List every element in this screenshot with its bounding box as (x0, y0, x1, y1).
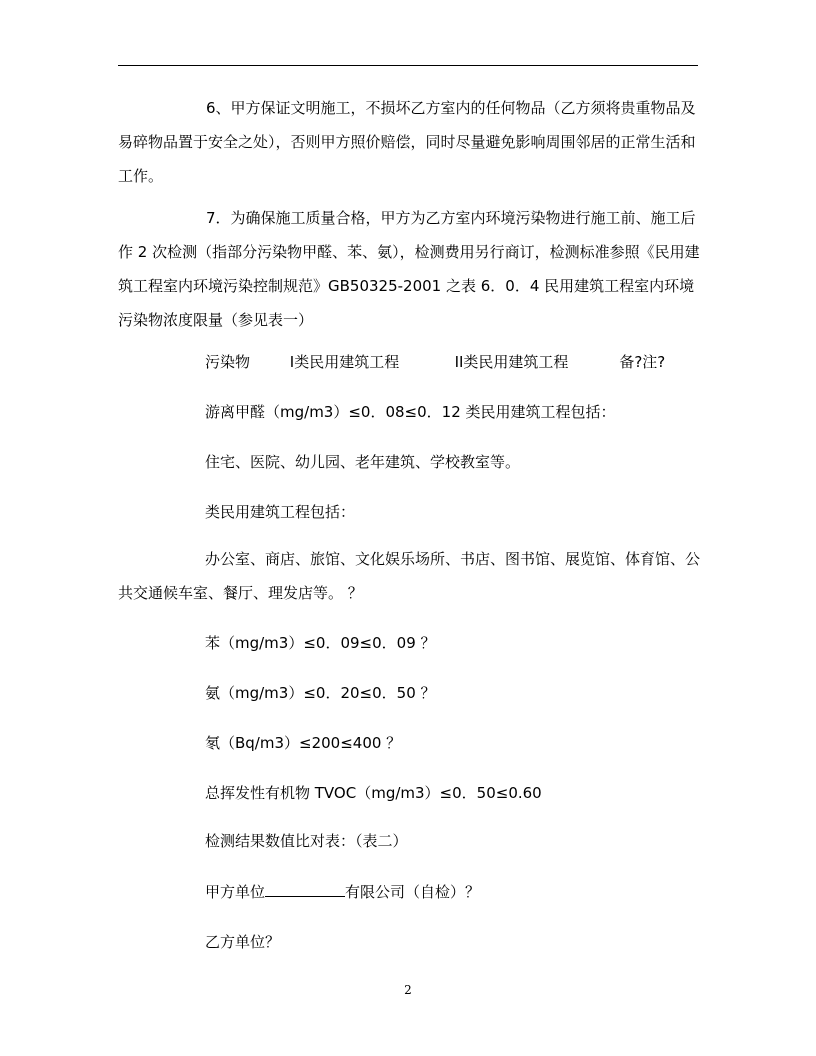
class2-list-paragraph: 办公室、商店、旅馆、文化娱乐场所、书店、图书馆、展览馆、体育馆、公共交通候车室、餐厅、理发店等。 ？ (118, 550, 701, 602)
party-a-blank (265, 882, 345, 897)
party-a-line (205, 882, 480, 902)
paragraph-7: 7．为确保施工质量合格，甲方为乙方室内环境污染物进行施工前、施工后作 2 次检测（指部分污染物甲醛、苯、氨），检测费用另行商订，检测标准参照《民用建筑工程室内环境污染控制规范》GB50325-2001 之表 6．0．4 民用建筑工程室内环境污染物浓度限量（参见表一） (118, 209, 700, 329)
table-header-pollutant: 污染物 (205, 353, 251, 371)
header-rule (118, 65, 698, 66)
page-number: 2 (404, 983, 412, 997)
table-header-class1: I类民用建筑工程 (289, 353, 400, 371)
ammonia-line: 氨（mg/m3）≤0．20≤0．50 ？ (205, 684, 436, 702)
formaldehyde-line: 游离甲醛（mg/m3）≤0．08≤0．12 类民用建筑工程包括： (205, 403, 616, 421)
radon-line: 氡（Bq/m3）≤200≤400 ？ (205, 734, 402, 752)
benzene-line: 苯（mg/m3）≤0．09≤0．09 ？ (205, 634, 436, 652)
table-header-class2: II类民用建筑工程 (454, 353, 569, 371)
table2-caption: 检测结果数值比对表：（表二） (205, 832, 408, 850)
table-header-row (205, 352, 665, 372)
table-header-remarks: 备?注? (619, 353, 666, 371)
paragraph-6: 6、甲方保证文明施工，不损坏乙方室内的任何物品（乙方须将贵重物品及易碎物品置于安全之处），否则甲方照价赔偿，同时尽量避免影响周围邻居的正常生活和工作。 (118, 99, 696, 185)
tvoc-line: 总挥发性有机物 TVOC（mg/m3）≤0．50≤0.60 (205, 784, 542, 802)
class1-list-line: 住宅、医院、幼儿园、老年建筑、学校教室等。 (205, 453, 521, 471)
party-b-line: 乙方单位？ (205, 933, 281, 951)
party-a-prefix: 甲方单位 (205, 883, 266, 901)
class2-heading-line: 类民用建筑工程包括： (205, 503, 356, 521)
party-a-suffix: 有限公司（自检）？ (345, 883, 481, 901)
